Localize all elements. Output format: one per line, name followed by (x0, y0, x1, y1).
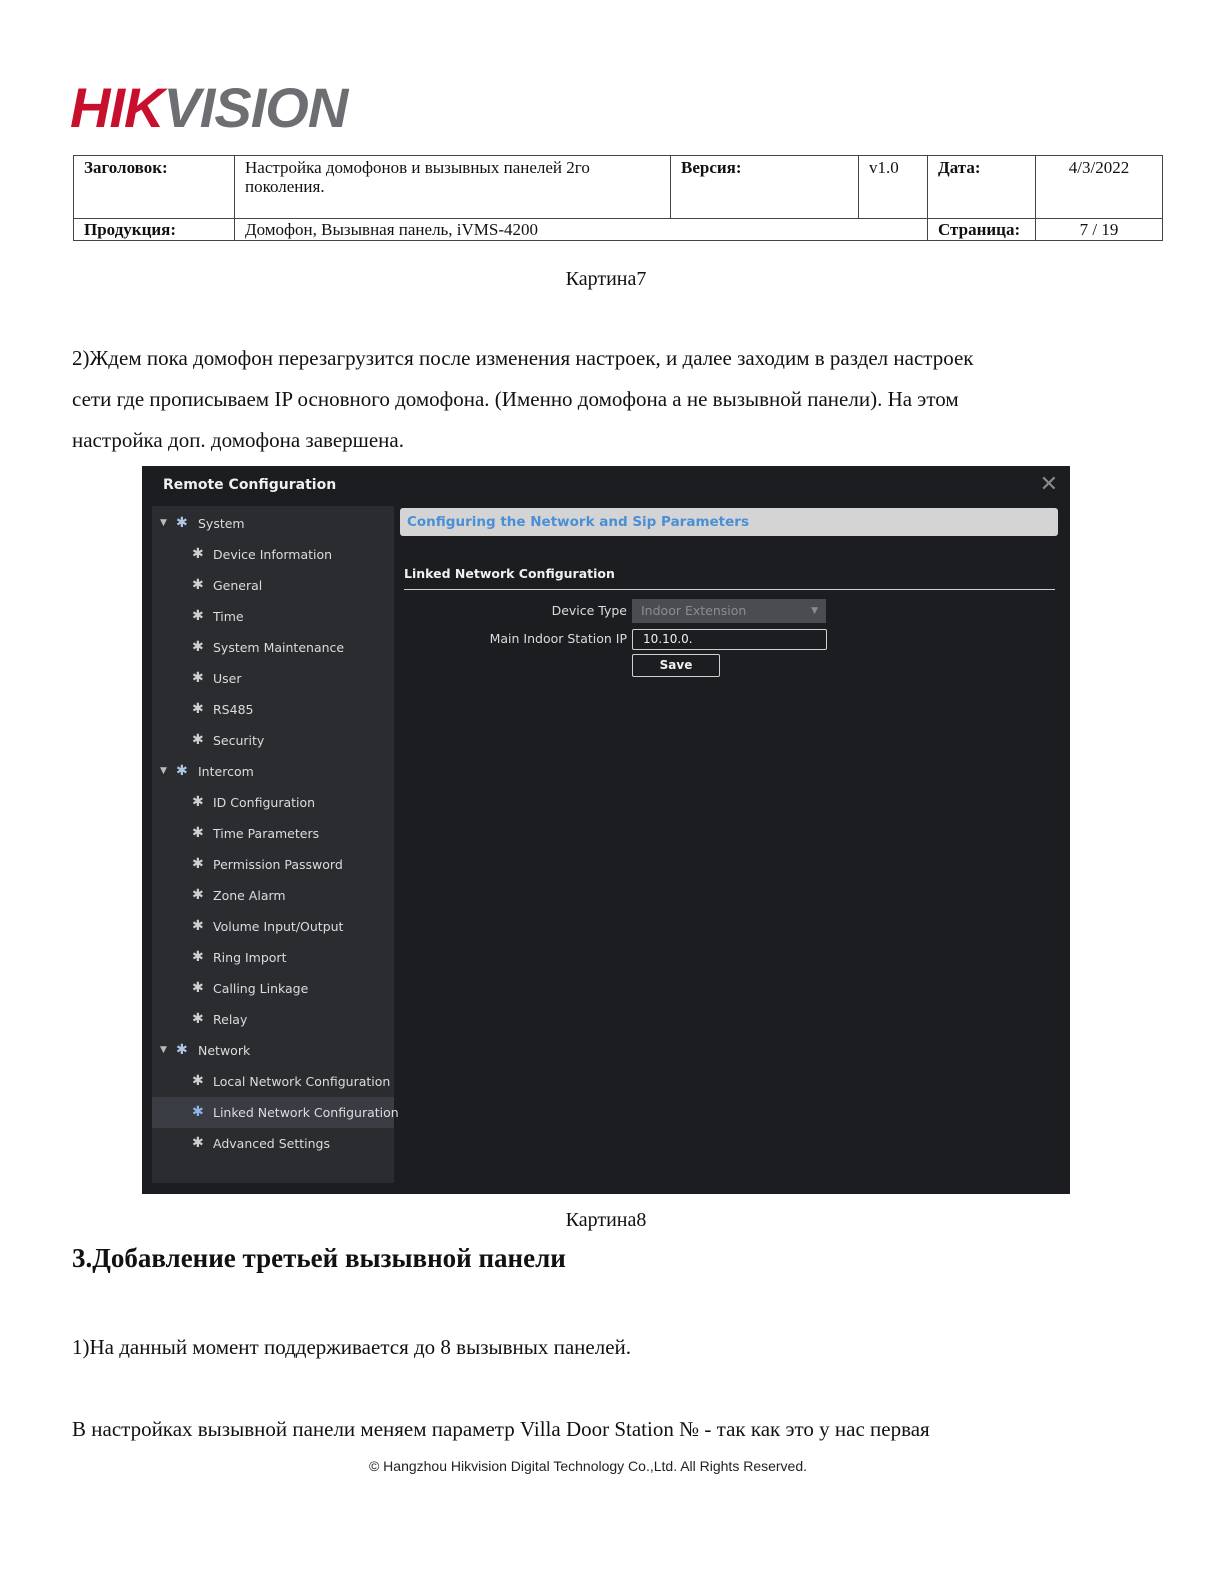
gear-icon: ✱ (192, 670, 204, 686)
page-footer: © Hangzhou Hikvision Digital Technology Co.,Ltd. All Rights Reserved. (368, 1458, 808, 1474)
gear-icon: ✱ (176, 1042, 188, 1058)
tree-item-label: Device Information (213, 547, 333, 562)
gear-icon: ✱ (192, 856, 204, 872)
gear-icon: ✱ (192, 1104, 204, 1120)
document-header-table (73, 155, 1163, 241)
gear-icon: ✱ (176, 515, 188, 531)
gear-icon: ✱ (192, 1073, 204, 1089)
section-title: Linked Network Configuration (404, 566, 615, 581)
tree-item[interactable] (152, 663, 394, 694)
gear-icon: ✱ (192, 1011, 204, 1027)
save-button[interactable]: Save (632, 654, 720, 677)
page-value: 7 / 19 (1036, 219, 1163, 241)
window-title: Remote Configuration (163, 477, 337, 493)
title-value: Настройка домофонов и вызывных панелей 2го поколения. (235, 156, 671, 219)
tree-item-label: Calling Linkage (213, 981, 309, 996)
config-tree (152, 506, 399, 1183)
gear-icon: ✱ (192, 794, 204, 810)
device-type-label: Device Type (551, 603, 627, 618)
device-type-select[interactable] (632, 599, 826, 623)
logo-part-hik: HIK (70, 76, 164, 139)
gear-icon: ✱ (192, 887, 204, 903)
tree-item-label: Linked Network Configuration (213, 1105, 399, 1120)
section-heading-3: 3.Добавление третьей вызывной панели (72, 1243, 566, 1273)
expand-arrow-icon[interactable]: ▼ (160, 518, 167, 528)
expand-arrow-icon[interactable]: ▼ (160, 766, 167, 776)
paragraph-2-line: 2)Ждем пока домофон перезагрузится после изменения настроек, и далее заходим в раздел настроек (72, 346, 974, 370)
gear-icon: ✱ (192, 577, 204, 593)
tree-item-label: Local Network Configuration (213, 1074, 391, 1089)
version-label: Версия: (671, 156, 859, 219)
date-label: Дата: (928, 156, 1036, 219)
paragraph-2-line: сети где прописываем IP основного домофона. (Именно домофона а не вызывной панели). На этом (72, 387, 959, 411)
tree-item[interactable] (152, 1066, 394, 1097)
paragraph-3: 1)На данный момент поддерживается до 8 вызывных панелей. (72, 1335, 632, 1359)
gear-icon: ✱ (192, 980, 204, 996)
remote-configuration-screenshot (142, 466, 1070, 1194)
tree-item-label: Time Parameters (213, 826, 320, 841)
tree-item[interactable] (152, 1004, 394, 1035)
gear-icon: ✱ (192, 608, 204, 624)
tree-item-label: Relay (213, 1012, 248, 1027)
version-value: v1.0 (859, 156, 928, 219)
section-banner: Configuring the Network and Sip Parameters (400, 508, 1058, 536)
chevron-down-icon: ▼ (811, 606, 818, 616)
tree-item[interactable] (152, 694, 394, 725)
close-icon[interactable]: ✕ (1039, 472, 1058, 497)
tree-item-label: Volume Input/Output (213, 919, 344, 934)
product-value: Домофон, Вызывная панель, iVMS-4200 (235, 219, 928, 241)
device-type-value: Indoor Extension (641, 603, 747, 618)
hikvision-logo (70, 78, 347, 138)
main-station-ip-input[interactable]: 10.10.0. (632, 629, 827, 650)
tree-item[interactable] (152, 539, 394, 570)
tree-group[interactable] (152, 756, 394, 787)
tree-group[interactable] (152, 508, 394, 539)
gear-icon: ✱ (192, 639, 204, 655)
tree-item[interactable] (152, 787, 394, 818)
tree-item-label: System (198, 516, 245, 531)
tree-item[interactable] (152, 601, 394, 632)
tree-item[interactable] (152, 818, 394, 849)
tree-item-label: ID Configuration (213, 795, 316, 810)
logo-part-vision: VISION (163, 76, 348, 139)
gear-icon: ✱ (192, 546, 204, 562)
tree-item-label: Zone Alarm (213, 888, 286, 903)
tree-item[interactable] (152, 1097, 399, 1128)
tree-item-label: RS485 (213, 702, 254, 717)
tree-item-label: Network (198, 1043, 251, 1058)
tree-item-label: Security (213, 733, 265, 748)
main-station-ip-label: Main Indoor Station IP (489, 631, 627, 646)
paragraph-2 (72, 338, 1152, 461)
caption-7: Картина7 (565, 268, 647, 290)
tree-item[interactable] (152, 725, 394, 756)
tree-item-label: User (213, 671, 242, 686)
tree-item[interactable] (152, 570, 394, 601)
tree-item[interactable] (152, 973, 394, 1004)
gear-icon: ✱ (192, 732, 204, 748)
tree-item-label: System Maintenance (213, 640, 345, 655)
tree-item-label: Advanced Settings (213, 1136, 330, 1151)
tree-item[interactable] (152, 911, 394, 942)
section-divider (404, 589, 1055, 590)
gear-icon: ✱ (192, 701, 204, 717)
tree-item-label: General (213, 578, 263, 593)
tree-item-label: Intercom (198, 764, 254, 779)
date-value: 4/3/2022 (1036, 156, 1163, 219)
caption-8: Картина8 (565, 1209, 647, 1231)
gear-icon: ✱ (192, 918, 204, 934)
gear-icon: ✱ (192, 825, 204, 841)
tree-item-label: Ring Import (213, 950, 287, 965)
paragraph-2-line: настройка доп. домофона завершена. (72, 428, 404, 452)
expand-arrow-icon[interactable]: ▼ (160, 1045, 167, 1055)
page-label: Страница: (928, 219, 1036, 241)
product-label: Продукция: (74, 219, 235, 241)
tree-item[interactable] (152, 942, 394, 973)
title-label: Заголовок: (74, 156, 235, 219)
tree-item[interactable] (152, 880, 394, 911)
paragraph-4: В настройках вызывной панели меняем параметр Villa Door Station № - так как это у нас первая (72, 1417, 930, 1441)
gear-icon: ✱ (176, 763, 188, 779)
tree-item[interactable] (152, 849, 394, 880)
gear-icon: ✱ (192, 949, 204, 965)
tree-item[interactable] (152, 632, 394, 663)
gear-icon: ✱ (192, 1135, 204, 1151)
tree-group[interactable] (152, 1035, 394, 1066)
tree-item-label: Time (213, 609, 244, 624)
tree-item-label: Permission Password (213, 857, 343, 872)
tree-item[interactable] (152, 1128, 394, 1159)
